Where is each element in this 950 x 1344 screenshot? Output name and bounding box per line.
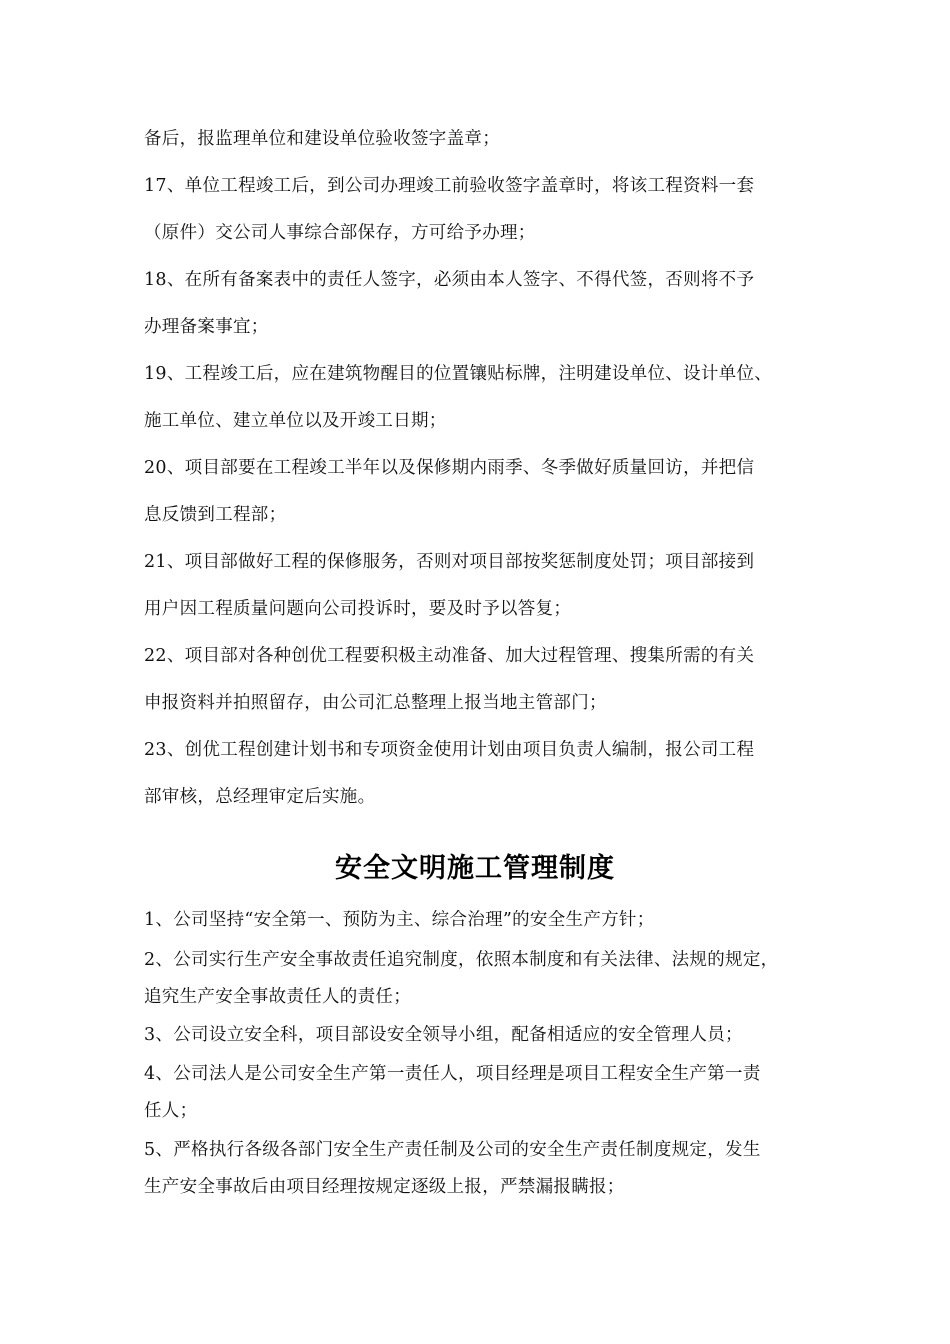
paragraph-line: 任人； [144,1101,198,1121]
paragraph-line: 1、公司坚持“安全第一、预防为主、综合治理”的安全生产方针； [144,910,655,930]
paragraph-line: 生产安全事故后由项目经理按规定逐级上报，严禁漏报瞒报； [144,1177,625,1197]
paragraph-line: 息反馈到工程部； [144,505,287,525]
paragraph-line: 申报资料并拍照留存，由公司汇总整理上报当地主管部门； [144,693,607,713]
paragraph-line: 部审核，总经理审定后实施。 [144,787,376,807]
paragraph-line: （原件）交公司人事综合部保存，方可给予办理； [144,223,536,243]
paragraph-line: 18、在所有备案表中的责任人签字，必须由本人签字、不得代签，否则将不予 [144,270,755,290]
paragraph-line: 3、公司设立安全科，项目部设安全领导小组，配备相适应的安全管理人员； [144,1025,743,1045]
paragraph-line: 2、公司实行生产安全事故责任追究制度，依照本制度和有关法律、法规的规定， [144,950,779,970]
paragraph-line: 办理备案事宜； [144,317,269,337]
section-title: 安全文明施工管理制度 [335,853,615,884]
paragraph-line: 23、创优工程创建计划书和专项资金使用计划由项目负责人编制，报公司工程 [144,740,755,760]
paragraph-line: 17、单位工程竣工后，到公司办理竣工前验收签字盖章时，将该工程资料一套 [144,176,755,196]
paragraph-line: 21、项目部做好工程的保修服务，否则对项目部按奖惩制度处罚；项目部接到 [144,552,755,572]
paragraph-line: 20、项目部要在工程竣工半年以及保修期内雨季、冬季做好质量回访，并把信 [144,458,755,478]
paragraph-line: 追究生产安全事故责任人的责任； [144,987,411,1007]
paragraph-line: 22、项目部对各种创优工程要积极主动准备、加大过程管理、搜集所需的有关 [144,646,755,666]
paragraph-line: 5、严格执行各级各部门安全生产责任制及公司的安全生产责任制度规定，发生 [144,1140,761,1160]
paragraph-line: 4、公司法人是公司安全生产第一责任人，项目经理是项目工程安全生产第一责 [144,1064,761,1084]
paragraph-line: 用户因工程质量问题向公司投诉时，要及时予以答复； [144,599,572,619]
paragraph-line: 备后，报监理单位和建设单位验收签字盖章； [144,129,500,149]
paragraph-line: 施工单位、建立单位以及开竣工日期； [144,411,447,431]
paragraph-line: 19、工程竣工后，应在建筑物醒目的位置镶贴标牌，注明建设单位、设计单位、 [144,364,773,384]
